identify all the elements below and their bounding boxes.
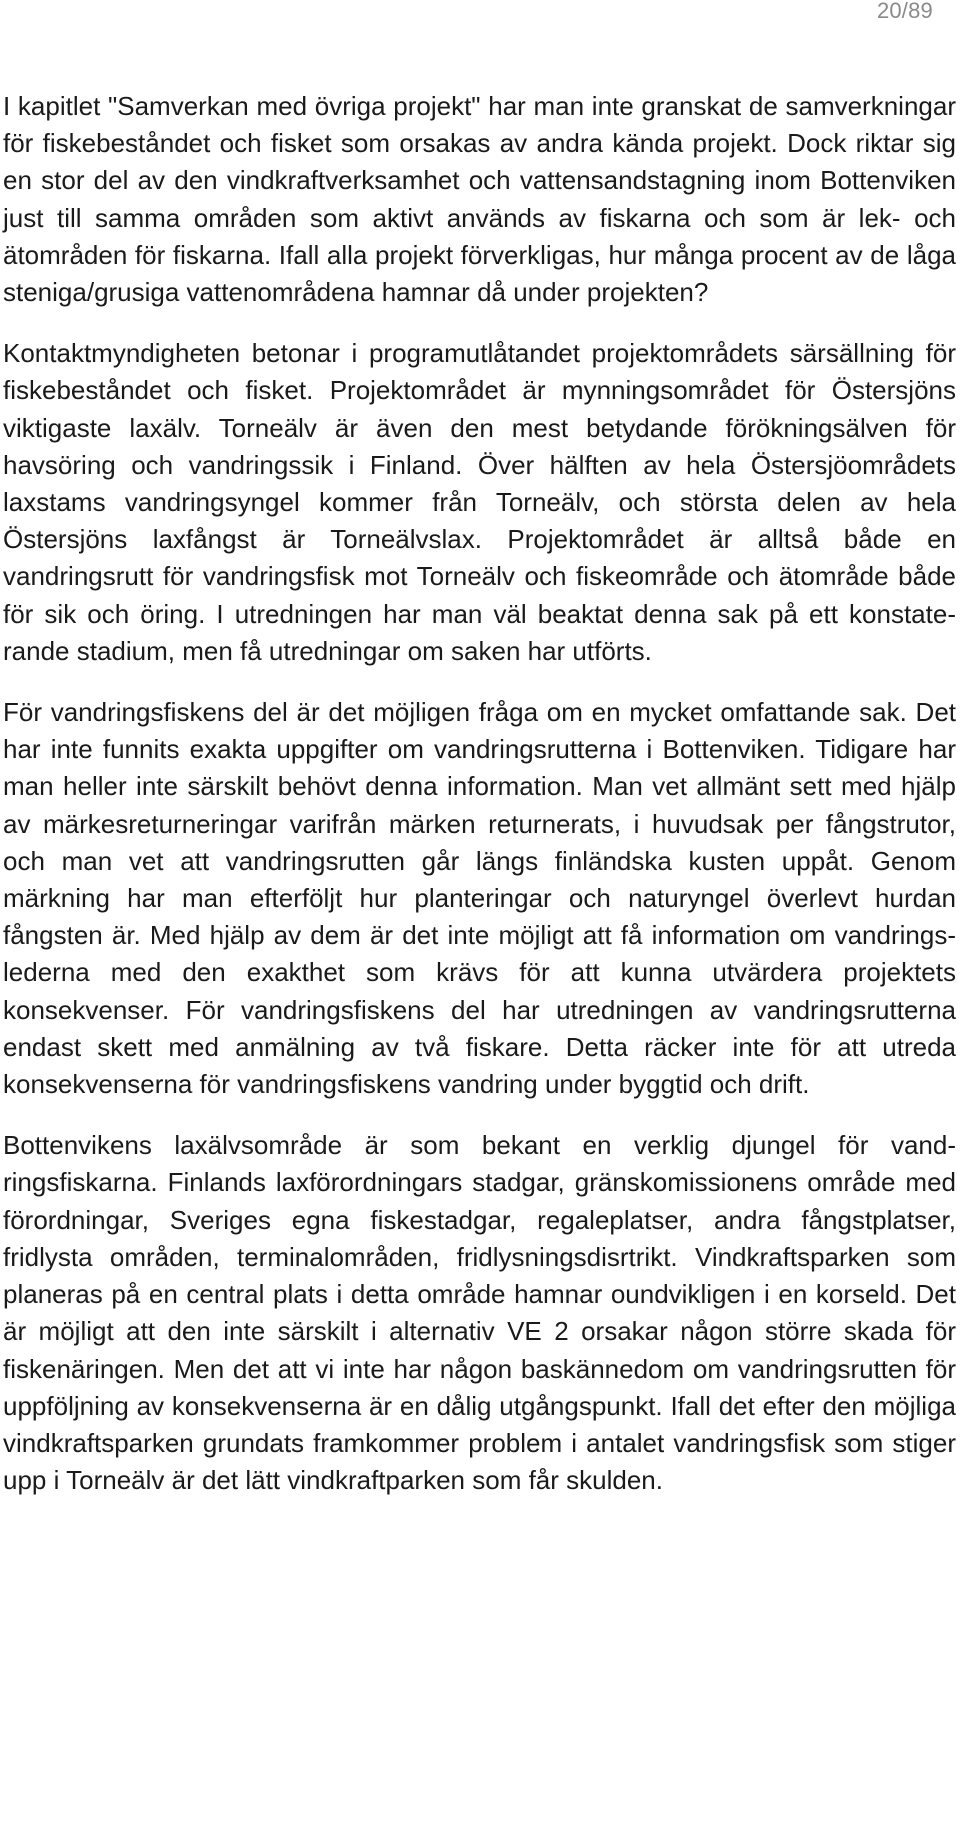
paragraph-samverkan: I kapitlet "Samverkan med övriga projekt" har man inte granskat de samverkningar för fiskebeståndet och fisket som orsakas av andra kända projekt. Dock riktar sig en stor del av den vindkraftverksamhet och vattensandstagning inom Bottenviken just till samma områden som aktivt används av fiskarna och som är lek- och ätområden för fiskarna. Ifall alla projekt förverkligas, hur många procent av de låga steniga/grusiga vattenområdena hamnar då under projekten?: [3, 91, 956, 308]
paragraph-vandringsfisk: För vandringsfiskens del är det möjligen fråga om en mycket omfattande sak. Det har inte funnits exakta uppgifter om vandringsrutterna i Bottenviken. Tidigare har man heller inte särskilt behövt denna information. Man vet allmänt sett med hjälp av märkesreturneringar varifrån märken returnerats, i huvudsak per fångstrutor, och man vet att vandringsrutten går längs finländska kusten uppåt. Genom märkning har man efterföljt hur planteringar och naturyngel överlevt hurdan fångsten är. Med hjälp av dem är det inte möjligt att få information om vandringslederna med den exakthet som krävs för att kunna utvärdera projektets konsekvenser. För vandringsfiskens del har utredningen av vandringsrutterna endast skett med anmälning av två fiskare. Detta räcker inte för att utreda konsekvenserna för vandringsfiskens vandring under byggtid och drift.: [3, 697, 956, 1100]
page-number: 20/89: [876, 0, 933, 23]
document-body: [3, 88, 956, 1523]
paragraph-laxalvsomrade: Bottenvikens laxälvsområde är som bekant en verklig djungel för vandringsfiskarna. Finlands laxförordningars stadgar, gränskomissionens område med förordningar, Sveriges egna fiskestadgar, regaleplatser, andra fångstplatser, fridlysta områden, terminalområden, fridlysningsdisrtrikt. Vindkraftsparken som planeras på en central plats i detta område hamnar oundvikligen i en korseld. Det är möjligt att den inte särskilt i alternativ VE 2 orsakar någon större skada för fiskenäringen. Men det att vi inte har någon baskännedom om vandringsrutten för uppföljning av konsekvenserna är en dålig utgångspunkt. Ifall det efter den möjliga vindkraftsparken grundats framkommer problem i antalet vandringsfisk som stiger upp i Torneälv är det lätt vindkraftparken som får skulden.: [3, 1130, 956, 1496]
paragraph-kontaktmyndigheten: Kontaktmyndigheten betonar i programutlåtandet projektområdets särsällning för fiskebeståndet och fisket. Projektområdet är mynningsområdet för Östersjöns viktigaste laxälv. Torneälv är även den mest betydande förökningsälven för havsöring och vandringssik i Finland. Över hälften av hela Östersjöområdets laxstams vandringsyngel kommer från Torneälv, och största delen av hela Östersjöns laxfångst är Torneälvslax. Projektområdet är alltså både en vandringsrutt för vandringsfisk mot Torneälv och fiskeområde och ätområde både för sik och öring. I utredningen har man väl beaktat denna sak på ett konstaterande stadium, men få utredningar om saken har utförts.: [3, 338, 956, 666]
